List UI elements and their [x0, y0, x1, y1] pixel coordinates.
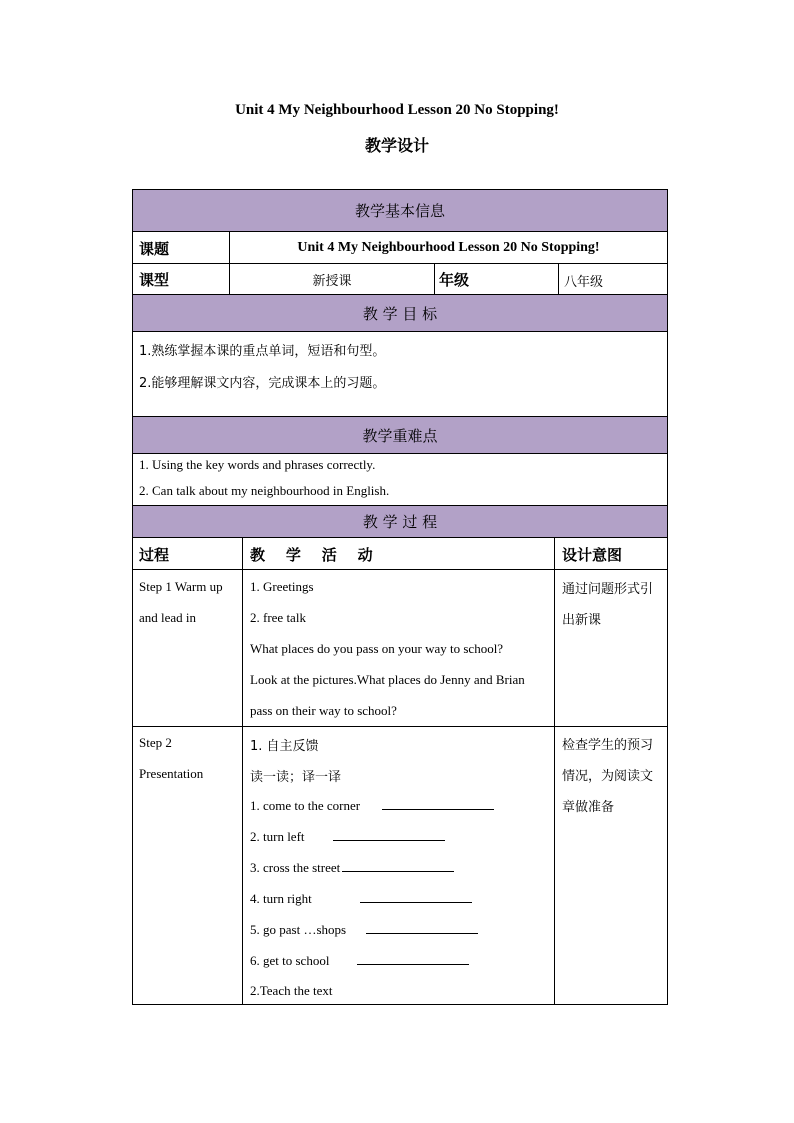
document-subtitle: 教学设计 — [364, 136, 429, 155]
lesson-plan-table: 教学基本信息 课题 Unit 4 My Neighbourhood Lesson 20 No Stopping! 课型 新授课 年级 八年级 教 学 目 标 1.熟练掌握本课的重点单词，短语和句型。 2.能够理解课文内容，完成课本上的习题。 教学重难点 1. Using the key words and phrases correctly. 2. Can talk about my neighbourhood in English. 教 学 过 程 过程 教 学 活 动 设计意图 Step 1 Warm up and lead in 1. Greetings 2. free talk What places do you pass on your way to school? Look at the pictures.What places do Jenny and Brian pass on their way to school? 通过问题形式引 出新课 Step 2 Presentation 1. 自主反馈 读一读；译一译 1. come to the corner 2. turn left 3. cross the street 4. turn right 5. go past …shops 6. get to school 2.Teach the text 检查学生的预习 情况，为阅读文 章做准备 — [132, 189, 668, 1005]
grade-label: 年级 — [439, 271, 470, 289]
fill-blank[interactable] — [382, 797, 494, 810]
col-intent-header: 设计意图 — [562, 546, 623, 564]
key-point-item: 1. Using the key words and phrases correctly. — [139, 457, 376, 472]
col-step-header: 过程 — [139, 546, 170, 564]
document-title: Unit 4 My Neighbourhood Lesson 20 No Stopping! — [235, 102, 559, 118]
fill-blank[interactable] — [366, 921, 478, 934]
objectives-header: 教 学 目 标 — [133, 295, 667, 331]
grade-value: 八年级 — [564, 275, 604, 290]
fill-blank[interactable] — [342, 859, 454, 872]
type-label: 课型 — [139, 271, 170, 289]
type-value: 新授课 — [312, 273, 352, 289]
col-activity-header: 教 学 活 动 — [250, 546, 373, 564]
topic-label: 课题 — [139, 240, 170, 258]
fill-blank[interactable] — [333, 828, 445, 841]
fill-blank[interactable] — [360, 890, 472, 903]
topic-value: Unit 4 My Neighbourhood Lesson 20 No Stopping! — [297, 239, 600, 255]
key-point-item: 2. Can talk about my neighbourhood in English. — [139, 483, 390, 498]
process-header: 教 学 过 程 — [133, 506, 667, 537]
basic-info-header: 教学基本信息 — [133, 190, 667, 231]
key-points-header: 教学重难点 — [133, 417, 667, 453]
objective-item: 1.熟练掌握本课的重点单词，短语和句型。 — [139, 344, 386, 359]
objective-item: 2.能够理解课文内容，完成课本上的习题。 — [139, 376, 386, 391]
fill-blank[interactable] — [357, 952, 469, 965]
